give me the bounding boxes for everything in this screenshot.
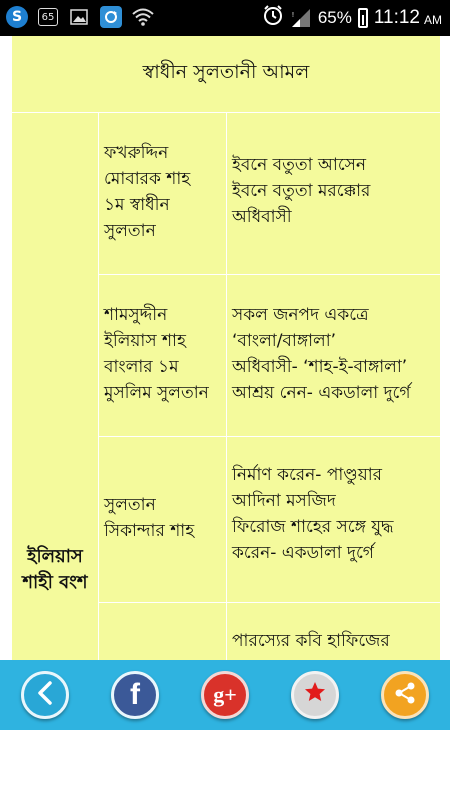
grid-line — [226, 112, 227, 660]
bottom-action-bar — [0, 660, 450, 730]
blank-area — [0, 730, 450, 800]
favorite-button[interactable] — [291, 671, 339, 719]
google-plus-button[interactable] — [201, 671, 249, 719]
google-plus-icon: g+ — [213, 682, 237, 707]
facebook-button[interactable] — [111, 671, 159, 719]
sultan-cell: শামসুদ্দীন ইলিয়াস শাহ বাংলার ১ম মুসলিম সুলতান — [104, 305, 209, 403]
details-cell: নির্মাণ করেন- পাণ্ডুয়ার আদিনা মসজিদ ফিরোজ শাহের সঙ্গে যুদ্ধ করেন- একডালা দুর্গে — [232, 465, 394, 563]
battery-percent: 65% — [317, 7, 352, 27]
grid-line — [98, 112, 99, 660]
share-icon — [392, 680, 418, 710]
clock-ampm: AM — [424, 12, 442, 27]
back-icon — [34, 680, 56, 710]
sim-label: 65 — [41, 11, 55, 23]
grid-line — [98, 602, 440, 603]
grid-line — [98, 436, 440, 437]
share-button[interactable] — [381, 671, 429, 719]
facebook-icon: f — [130, 678, 140, 711]
sync-icon — [100, 6, 122, 28]
battery-icon — [358, 8, 368, 28]
skype-icon: S — [6, 6, 28, 28]
dynasty-label: ইলিয়াস শাহী বংশ — [22, 546, 88, 593]
table-title: স্বাধীন সুলতানী আমল — [12, 36, 440, 113]
details-cell: ইবনে বতুতা আসেন ইবনে বতুতা মরক্কোর অধিবাসী — [232, 155, 371, 227]
content-area[interactable] — [0, 36, 450, 660]
svg-text:!: ! — [291, 11, 294, 19]
details-cell: সকল জনপদ একত্রে ‘বাংলা/বাঙ্গালা’ অধিবাসী- ‘শাহ-ই-বাঙ্গালা’ আশ্রয় নেন- একডালা দুর্গে — [232, 305, 411, 403]
star-icon — [303, 680, 327, 711]
alarm-icon — [262, 4, 284, 31]
details-cell: পারস্যের কবি হাফিজের — [232, 631, 390, 651]
status-bar — [0, 0, 450, 36]
sultan-cell: সুলতান সিকান্দার শাহ — [104, 495, 195, 541]
system-status — [262, 4, 442, 31]
grid-line — [98, 274, 440, 275]
clock-time: 11:12 — [373, 6, 420, 28]
image-icon — [68, 6, 90, 28]
back-button[interactable] — [21, 671, 69, 719]
signal-icon — [290, 8, 312, 28]
notification-icons — [6, 6, 154, 28]
sultan-cell: ফখরুদ্দিন মোবারক শাহ ১ম স্বাধীন সুলতান — [104, 143, 191, 241]
sim-icon — [38, 8, 58, 26]
wifi-icon — [132, 6, 154, 28]
history-table — [12, 36, 440, 660]
